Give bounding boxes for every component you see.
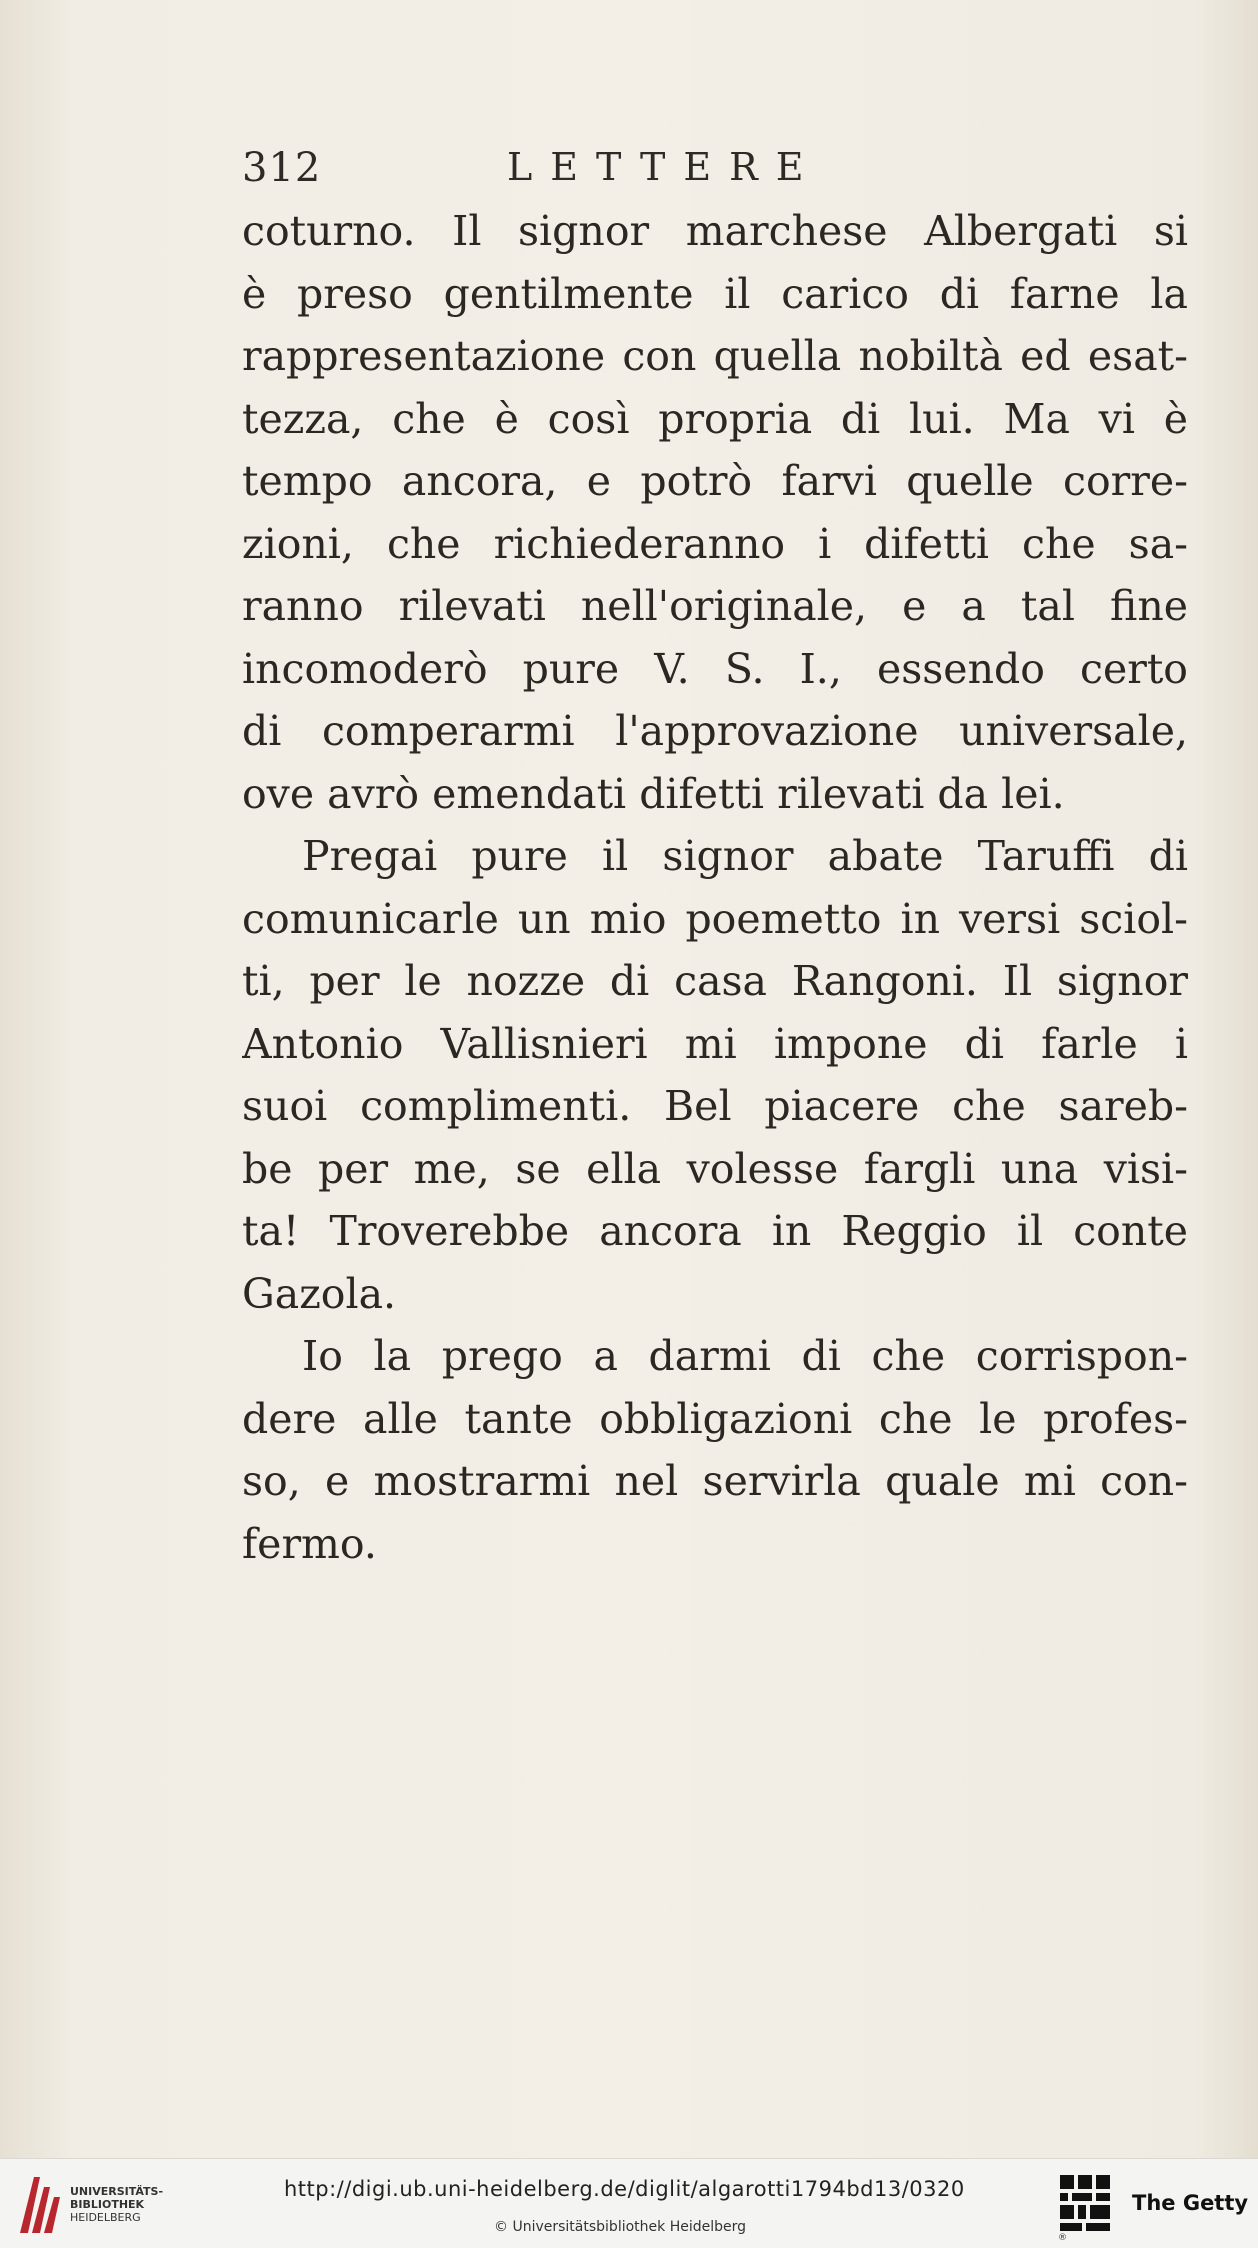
permalink-url[interactable]: http://digi.ub.uni-heidelberg.de/diglit/algarotti1794bd13/0320 bbox=[284, 2177, 965, 2201]
text-line: Antonio Vallisnieri mi impone di farle i bbox=[242, 1019, 1188, 1068]
text-line: rappresentazione con quella nobiltà ed esat- bbox=[242, 332, 1188, 380]
text-line: Gazola. bbox=[242, 1269, 397, 1318]
text-line: dere alle tante obbligazioni che le profes- bbox=[242, 1394, 1188, 1443]
page-header bbox=[242, 145, 1202, 205]
text-line: suoi complimenti. Bel piacere che sareb- bbox=[242, 1082, 1188, 1130]
copyright-notice: © Universitätsbibliothek Heidelberg bbox=[494, 2219, 747, 2235]
text-line: zioni, che richiederanno i difetti che sa- bbox=[242, 519, 1188, 568]
text-line: coturno. Il signor marchese Albergati si bbox=[242, 207, 1188, 255]
digitization-footer bbox=[0, 2158, 1258, 2248]
text-line: ove avrò emendati difetti rilevati da lei. bbox=[242, 769, 1065, 818]
text-line: be per me, se ella volesse fargli una visi- bbox=[242, 1144, 1188, 1193]
text-line: tempo ancora, e potrò farvi quelle corre- bbox=[242, 457, 1188, 505]
text-line: incomoderò pure V. S. I., essendo certo bbox=[242, 644, 1188, 693]
text-line: Pregai pure il signor abate Taruffi di bbox=[302, 832, 1188, 880]
text-line: ta! Troverebbe ancora in Reggio il conte bbox=[242, 1207, 1188, 1255]
text-line: tezza, che è così propria di lui. Ma vi è bbox=[242, 394, 1188, 443]
text-line: di comperarmi l'approvazione universale, bbox=[242, 707, 1188, 755]
text-line: ti, per le nozze di casa Rangoni. Il signor bbox=[242, 957, 1188, 1005]
body-text bbox=[242, 200, 1188, 1575]
getty-name: The Getty bbox=[1132, 2191, 1249, 2215]
getty-logo-icon[interactable] bbox=[1058, 2171, 1118, 2237]
text-line: fermo. bbox=[242, 1519, 377, 1568]
text-line: ranno rilevati nell'originale, e a tal fine bbox=[242, 582, 1188, 630]
text-line: è preso gentilmente il carico di farne la bbox=[242, 269, 1188, 318]
registered-mark: ® bbox=[1058, 2233, 1067, 2243]
library-name: UNIVERSITÄTS- BIBLIOTHEK HEIDELBERG bbox=[70, 2185, 164, 2224]
library-emblem-icon bbox=[14, 2167, 64, 2239]
text-line: Io la prego a darmi di che corrispon- bbox=[302, 1332, 1188, 1380]
running-head: LETTERE bbox=[507, 145, 822, 189]
heidelberg-library-logo[interactable] bbox=[14, 2167, 164, 2239]
text-line: so, e mostrarmi nel servirla quale mi con- bbox=[242, 1457, 1188, 1505]
page-number: 312 bbox=[242, 145, 322, 191]
text-line: comunicarle un mio poemetto in versi sciol- bbox=[242, 894, 1188, 943]
